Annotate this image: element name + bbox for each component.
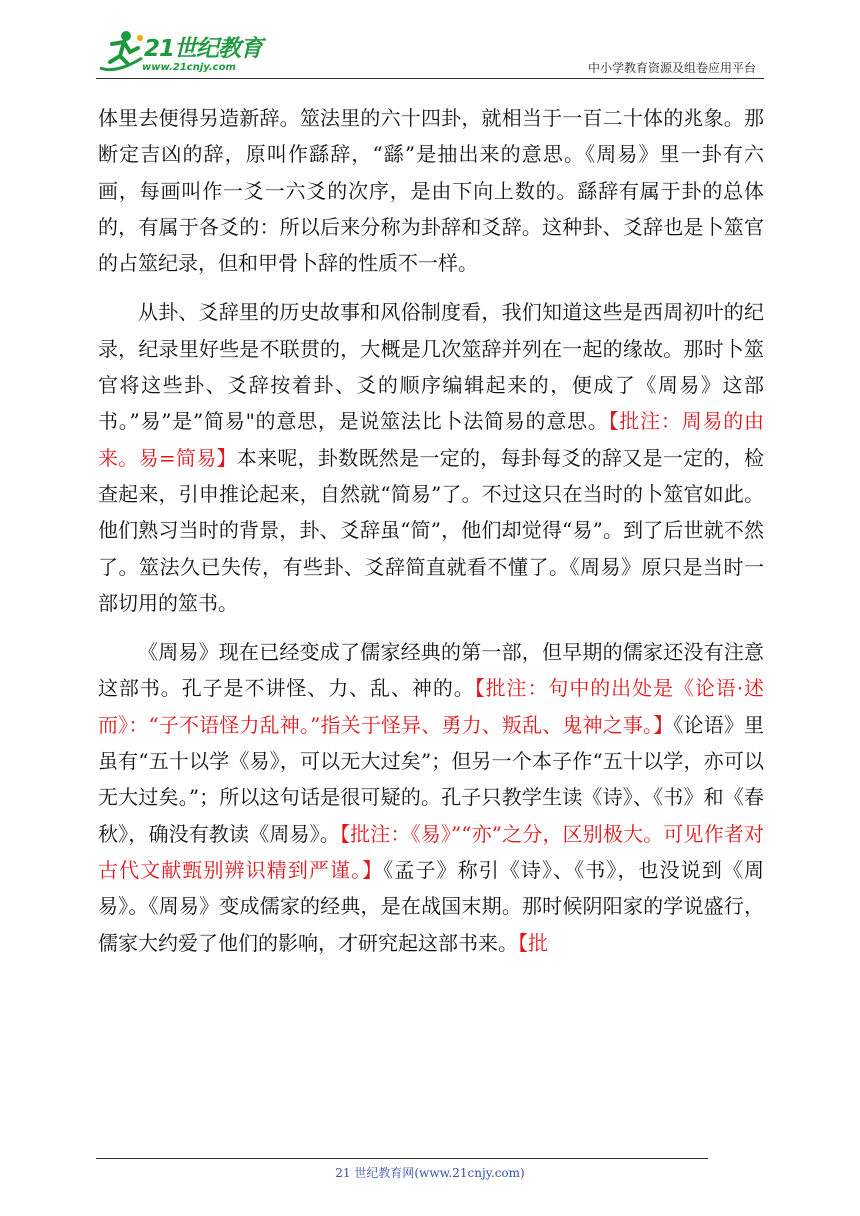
header-divider [96, 78, 764, 79]
body-text: 《周易》现在已经变成了儒家经典的第一部，但早期的儒家还没有注意这部书。孔子是不讲怪、力、乱、神的。 [98, 640, 764, 701]
logo-text: 21世纪教育 [144, 36, 263, 62]
annotation-note: 【批 [518, 930, 548, 955]
annotation-note: 【批注：句中的出处是《论语·述而》：“子不语怪力乱神。”指关于怪异、勇力、叛乱、鬼神之事。】 [98, 676, 765, 737]
body-text: 体里去便得另造新辞。筮法里的六十四卦，就相当于一百二十体的兆象。那断定吉凶的辞，原叫作繇辞，“繇”是抽出来的意思。《周易》里一卦有六画，每画叫作一爻一六爻的次序，是由下向上数的。繇辞有属于卦的总体的，有属于各爻的：所以后来分称为卦辞和爻辞。这种卦、爻辞也是卜筮官的占筮纪录，但和甲骨卜辞的性质不一样。 [98, 106, 764, 276]
logo [96, 28, 266, 80]
body-text: 本来呢，卦数既然是一定的，每卦每爻的辞又是一定的，检查起来，引申推论起来，自然就“简易”了。不过这只在当时的卜筮官如此。他们熟习当时的背景，卦、爻辞虽“简”，他们却觉得“易”。到了后世就不然了。筮法久已失传，有些卦、爻辞简直就看不懂了。《周易》原只是当时一部切用的筮书。 [98, 445, 764, 615]
annotation-note: 【批注：周易的由来。易=简易】 [98, 409, 765, 470]
annotation-note: 【批注：《易》”“亦”之分，区别极大。可见作者对古代文献甄别辨识精到严谨。】 [98, 821, 764, 882]
page-header [0, 0, 860, 90]
body-text: 从卦、爻辞里的历史故事和风俗制度看，我们知道这些是西周初叶的纪录，纪录里好些是不联贯的，大概是几次筮辞并列在一起的缘故。那时卜筮官将这些卦、爻辞按着卦、爻的顺序编辑起来的，便成了《周易》这部书。”易”是”简易"的意思，是说筮法比卜法简易的意思。 [98, 300, 764, 434]
body-text: 《论语》里虽有“五十以学《易》，可以无大过矣”；但另一个本子作“五十以学，亦可以无大过矣。”；所以这句话是很可疑的。孔子只教学生读《诗》、《书》和《春秋》，确没有教读《周易》。 [98, 712, 765, 846]
footer-divider [96, 1158, 708, 1159]
paragraph [98, 634, 764, 961]
logo-url: www.21cnjy.com [142, 62, 236, 73]
runner-logo-icon [96, 28, 148, 78]
footer-text: 21 世纪教育网(www.21cnjy.com) [335, 1166, 525, 1180]
document-body [98, 100, 764, 974]
platform-name: 中小学教育资源及组卷应用平台 [587, 61, 756, 75]
body-text: 《孟子》称引《诗》、《书》，也没说到《周易》。《周易》变成儒家的经典，是在战国末期。那时候阴阳家的学说盛行，儒家大约爱了他们的影响，才研究起这部书来。 [98, 857, 765, 955]
paragraph [98, 100, 764, 281]
paragraph [98, 294, 764, 621]
